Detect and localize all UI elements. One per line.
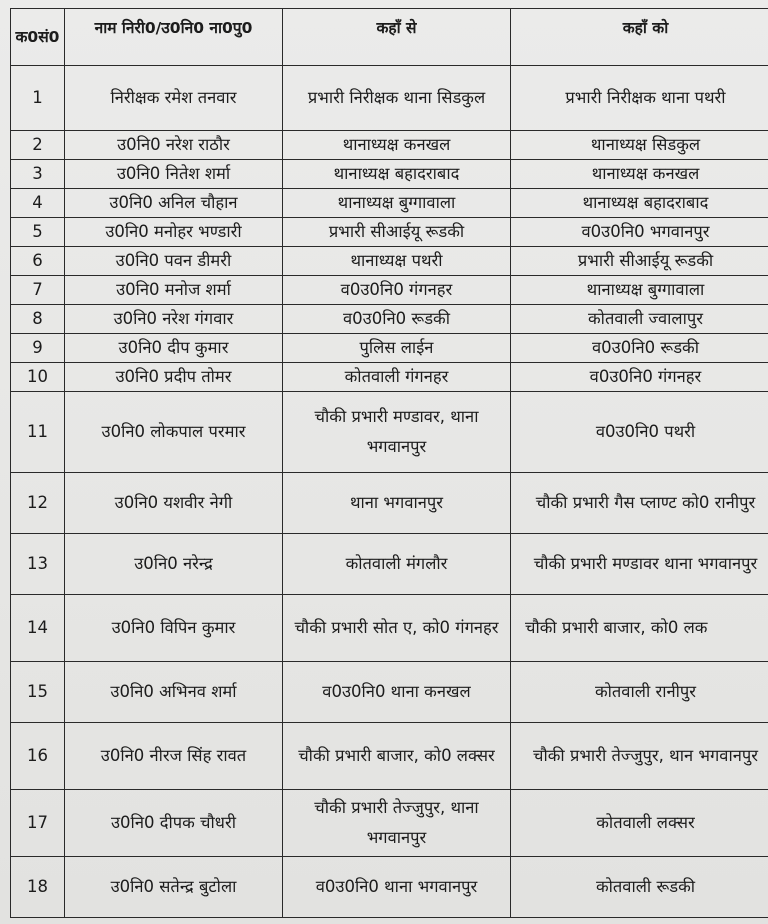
row-sno: 7 [11,276,65,305]
table-row [11,189,768,218]
header-sno: क0सं0 [11,9,65,66]
table-row [11,334,768,363]
table-row [11,247,768,276]
row-from: व0उ0नि0 थाना कनखल [283,662,511,723]
row-name: उ0नि0 अभिनव शर्मा [65,662,283,723]
row-from: कोतवाली मंगलौर [283,534,511,595]
row-from: प्रभारी सीआईयू रूडकी [283,218,511,247]
row-name: उ0नि0 नितेश शर्मा [65,160,283,189]
table-row [11,131,768,160]
table-row [11,857,768,918]
table-row [11,363,768,392]
row-from: व0उ0नि0 रूडकी [283,305,511,334]
row-name: उ0नि0 प्रदीप तोमर [65,363,283,392]
row-sno: 9 [11,334,65,363]
row-sno: 17 [11,790,65,857]
table-row [11,534,768,595]
row-name: उ0नि0 नरेन्द्र [65,534,283,595]
row-sno: 16 [11,723,65,790]
row-name: उ0नि0 नीरज सिंह रावत [65,723,283,790]
row-from: थाना भगवानपुर [283,473,511,534]
row-sno: 1 [11,66,65,131]
row-to: थानाध्यक्ष बुग्गावाला [511,276,768,305]
row-to: थानाध्यक्ष बहादराबाद [511,189,768,218]
row-name: उ0नि0 मनोहर भण्डारी [65,218,283,247]
row-to: कोतवाली रानीपुर [511,662,768,723]
row-name: उ0नि0 यशवीर नेगी [65,473,283,534]
row-to: प्रभारी सीआईयू रूडकी [511,247,768,276]
row-name: उ0नि0 अनिल चौहान [65,189,283,218]
row-name: उ0नि0 पवन डीमरी [65,247,283,276]
row-to: कोतवाली लक्सर [511,790,768,857]
row-sno: 15 [11,662,65,723]
row-from: चौकी प्रभारी सोत ए, को0 गंगनहर [283,595,511,662]
table-row [11,790,768,857]
row-from: प्रभारी निरीक्षक थाना सिडकुल [283,66,511,131]
table-row [11,392,768,473]
row-sno: 4 [11,189,65,218]
row-name: उ0नि0 सतेन्द्र बुटोला [65,857,283,918]
row-sno: 10 [11,363,65,392]
table-row [11,595,768,662]
row-sno: 11 [11,392,65,473]
header-from: कहाँ से [283,9,511,66]
row-to: चौकी प्रभारी तेज्जुपुर, थान भगवानपुर [511,723,768,790]
row-to: थानाध्यक्ष कनखल [511,160,768,189]
table-row [11,276,768,305]
row-sno: 8 [11,305,65,334]
table-row [11,662,768,723]
row-to: व0उ0नि0 भगवानपुर [511,218,768,247]
row-name: उ0नि0 विपिन कुमार [65,595,283,662]
row-to: व0उ0नि0 पथरी [511,392,768,473]
row-from: थानाध्यक्ष पथरी [283,247,511,276]
row-sno: 2 [11,131,65,160]
row-to: चौकी प्रभारी मण्डावर थाना भगवानपुर [511,534,768,595]
row-name: उ0नि0 नरेश राठौर [65,131,283,160]
row-from: थानाध्यक्ष बहादराबाद [283,160,511,189]
row-to: चौकी प्रभारी बाजार, को0 लक [511,595,768,662]
table-row [11,473,768,534]
table-row [11,66,768,131]
row-from: चौकी प्रभारी बाजार, को0 लक्सर [283,723,511,790]
row-name: निरीक्षक रमेश तनवार [65,66,283,131]
row-name: उ0नि0 दीपक चौधरी [65,790,283,857]
table-row [11,218,768,247]
row-from: पुलिस लाईन [283,334,511,363]
header-name: नाम निरी0/उ0नि0 ना0पु0 [65,9,283,66]
row-sno: 3 [11,160,65,189]
row-name: उ0नि0 लोकपाल परमार [65,392,283,473]
row-from: कोतवाली गंगनहर [283,363,511,392]
row-name: उ0नि0 मनोज शर्मा [65,276,283,305]
row-to: चौकी प्रभारी गैस प्लाण्ट को0 रानीपुर [511,473,768,534]
row-from: चौकी प्रभारी तेज्जुपुर, थाना भगवानपुर [283,790,511,857]
row-to: कोतवाली रूडकी [511,857,768,918]
row-to: प्रभारी निरीक्षक थाना पथरी [511,66,768,131]
row-from: थानाध्यक्ष कनखल [283,131,511,160]
row-from: चौकी प्रभारी मण्डावर, थाना भगवानपुर [283,392,511,473]
row-from: व0उ0नि0 थाना भगवानपुर [283,857,511,918]
table-row [11,305,768,334]
row-to: कोतवाली ज्वालापुर [511,305,768,334]
row-sno: 6 [11,247,65,276]
row-sno: 13 [11,534,65,595]
row-to: व0उ0नि0 गंगनहर [511,363,768,392]
table-row [11,723,768,790]
row-name: उ0नि0 नरेश गंगवार [65,305,283,334]
row-name: उ0नि0 दीप कुमार [65,334,283,363]
header-row [11,9,768,66]
row-from: व0उ0नि0 गंगनहर [283,276,511,305]
row-to: थानाध्यक्ष सिडकुल [511,131,768,160]
transfer-table [10,8,768,918]
row-sno: 12 [11,473,65,534]
row-sno: 14 [11,595,65,662]
row-to: व0उ0नि0 रूडकी [511,334,768,363]
row-from: थानाध्यक्ष बुग्गावाला [283,189,511,218]
row-sno: 5 [11,218,65,247]
table-row [11,160,768,189]
header-to: कहाँ को [511,9,768,66]
row-sno: 18 [11,857,65,918]
